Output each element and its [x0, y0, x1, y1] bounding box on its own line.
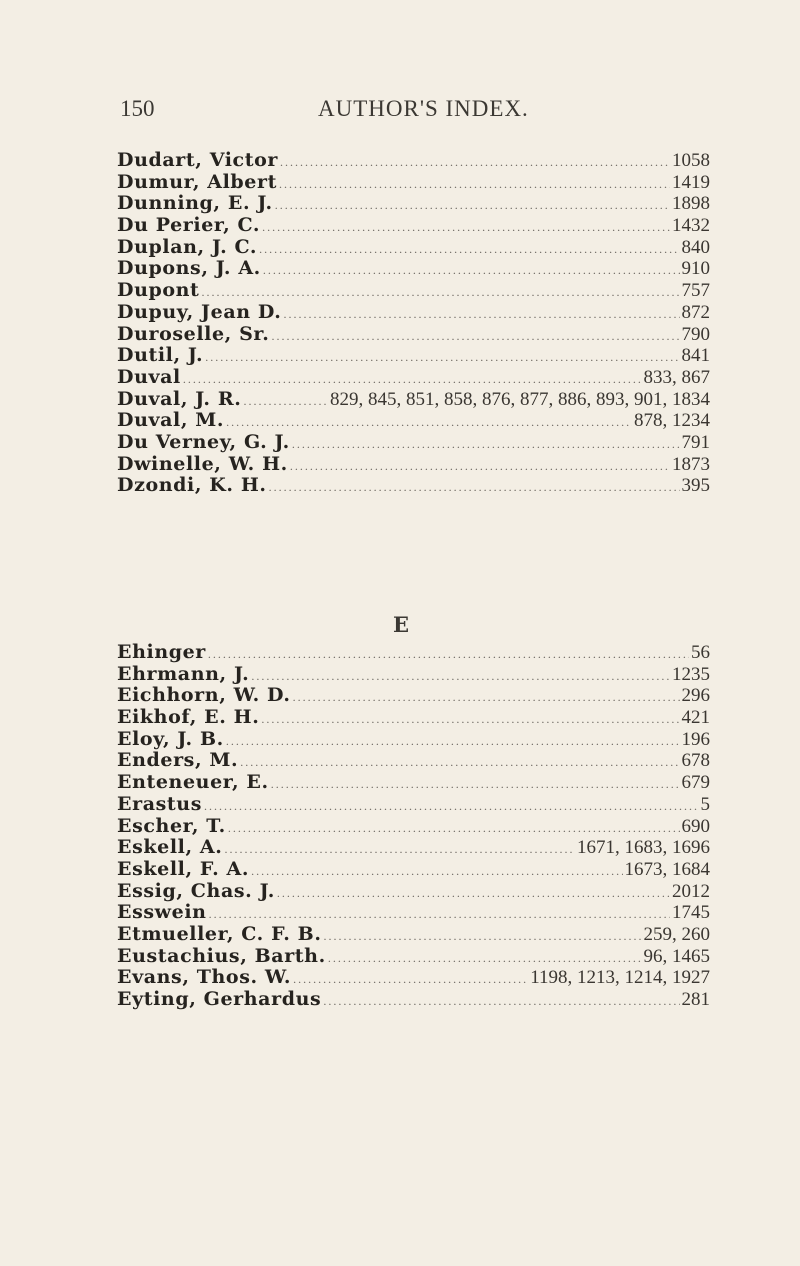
dot-leader [328, 948, 642, 970]
entry-name: Etmueller, C. F. B. [117, 922, 322, 945]
entry-name: Dupont [117, 279, 200, 302]
entry-pages: 690 [681, 815, 710, 837]
dot-leader [293, 969, 528, 991]
entry-pages: 96, 1465 [643, 945, 710, 967]
dot-leader [293, 687, 680, 709]
entry-name: Evans, Thos. W. [117, 966, 292, 989]
entry-pages: 878, 1234 [634, 410, 710, 432]
index-entry [117, 193, 710, 215]
entry-pages: 1058 [672, 150, 710, 171]
entry-name: Duval [117, 365, 181, 388]
entry-name: Duroselle, Sr. [117, 322, 270, 345]
entry-pages: 1898 [672, 193, 710, 215]
entry-pages: 910 [681, 258, 710, 280]
dot-leader [271, 774, 680, 796]
dot-leader [224, 839, 575, 861]
index-entry [117, 837, 710, 859]
entry-name: Dudart, Victor [117, 149, 278, 171]
index-entry [117, 664, 710, 686]
index-entry [117, 345, 710, 367]
entry-name: Duval, M. [117, 409, 225, 432]
dot-leader [324, 926, 642, 948]
dot-leader [277, 883, 670, 905]
index-entry [117, 280, 710, 302]
entry-pages: 1745 [672, 902, 710, 924]
entry-pages: 757 [681, 280, 710, 302]
entry-name: Duplan, J. C. [117, 235, 258, 258]
entry-pages: 196 [681, 728, 710, 750]
entry-name: Eloy, J. B. [117, 727, 224, 750]
index-entry [117, 816, 710, 838]
dot-leader [272, 326, 680, 348]
page-title: AUTHOR'S INDEX. [318, 96, 529, 121]
entry-name: Dumur, Albert [117, 170, 277, 193]
dot-leader [228, 818, 680, 840]
index-entry [117, 881, 710, 903]
entry-name: Ehrmann, J. [117, 662, 250, 685]
dot-leader [280, 152, 670, 174]
index-entry [117, 389, 710, 411]
dot-leader [251, 666, 670, 688]
index-entry [117, 859, 710, 881]
index-entry [117, 924, 710, 946]
index-entry [117, 215, 710, 237]
index-entry [117, 324, 710, 346]
running-head [120, 96, 680, 128]
index-entry [117, 454, 710, 476]
entry-name: Eikhof, E. H. [117, 706, 260, 729]
dot-leader [243, 391, 328, 413]
index-entry [117, 258, 710, 280]
page-number: 150 [120, 96, 155, 121]
dot-leader [290, 456, 670, 478]
entry-pages: 1235 [672, 663, 710, 685]
dot-leader [208, 644, 689, 666]
entry-name: Dzondi, K. H. [117, 474, 267, 497]
dot-leader [275, 195, 670, 217]
index-entry [117, 237, 710, 259]
entry-pages: 5 [700, 793, 710, 815]
entry-pages: 2012 [672, 880, 710, 902]
index-entry [117, 475, 710, 497]
dot-leader [205, 347, 679, 369]
entry-name: Du Verney, G. J. [117, 430, 290, 453]
entry-name: Esswein [117, 901, 207, 924]
index-entry [117, 172, 710, 194]
entry-pages: 1671, 1683, 1696 [577, 837, 710, 859]
dot-leader [269, 477, 680, 499]
index-entry [117, 707, 710, 729]
entry-name: Enteneuer, E. [117, 771, 269, 794]
index-entry [117, 729, 710, 751]
entry-name: Dupons, J. A. [117, 257, 261, 280]
entry-pages: 790 [681, 323, 710, 345]
dot-leader [240, 752, 679, 774]
entry-pages: 833, 867 [643, 366, 710, 388]
entry-pages: 829, 845, 851, 858, 876, 877, 886, 893, 901, 1834 [330, 388, 710, 410]
entry-name: Escher, T. [117, 814, 226, 837]
index-entry [117, 794, 710, 816]
dot-leader [262, 217, 670, 239]
dot-leader [263, 260, 680, 282]
entry-name: Dutil, J. [117, 344, 204, 367]
entry-name: Dupuy, Jean D. [117, 300, 282, 323]
entry-pages: 281 [681, 989, 710, 1010]
index-entry [117, 367, 710, 389]
dot-leader [183, 369, 642, 391]
index-entry [117, 902, 710, 924]
index-entry [117, 750, 710, 772]
entry-name: Du Perier, C. [117, 214, 261, 237]
entry-pages: 421 [681, 707, 710, 729]
index-entry [117, 150, 710, 172]
entry-pages: 259, 260 [643, 923, 710, 945]
entry-name: Enders, M. [117, 749, 239, 772]
dot-leader [292, 434, 680, 456]
entry-pages: 296 [681, 685, 710, 707]
index-entry [117, 642, 710, 664]
entry-pages: 840 [681, 236, 710, 258]
entry-pages: 1419 [672, 171, 710, 193]
dot-leader [323, 991, 679, 1013]
entry-name: Erastus [117, 792, 202, 815]
index-entry [117, 967, 710, 989]
entry-pages: 395 [681, 475, 710, 497]
entry-pages: 1432 [672, 215, 710, 237]
entry-pages: 1673, 1684 [624, 858, 710, 880]
entry-name: Eyting, Gerhardus [117, 988, 322, 1010]
index-entry [117, 410, 710, 432]
entry-name: Eustachius, Barth. [117, 944, 326, 967]
index-entry [117, 772, 710, 794]
entry-pages: 841 [681, 345, 710, 367]
entry-name: Ehinger [117, 641, 206, 663]
dot-leader [204, 796, 699, 818]
entry-pages: 872 [681, 301, 710, 323]
entry-name: Essig, Chas. J. [117, 879, 275, 902]
entry-pages: 678 [681, 750, 710, 772]
index-entry [117, 302, 710, 324]
entry-name: Dwinelle, W. H. [117, 452, 288, 475]
index-entry [117, 432, 710, 454]
section-letter-e: E [392, 612, 409, 637]
dot-leader [283, 304, 679, 326]
entry-pages: 1198, 1213, 1214, 1927 [530, 967, 710, 989]
dot-leader [251, 861, 622, 883]
entry-name: Dunning, E. J. [117, 192, 273, 215]
entry-pages: 56 [691, 642, 710, 663]
index-entry [117, 989, 710, 1011]
dot-leader [259, 239, 679, 261]
entry-name: Duval, J. R. [117, 387, 242, 410]
dot-leader [261, 709, 679, 731]
index-entry [117, 685, 710, 707]
index-entry [117, 946, 710, 968]
section-e-entries [117, 642, 710, 1011]
entry-pages: 679 [681, 772, 710, 794]
entry-pages: 791 [681, 431, 710, 453]
entry-name: Eichhorn, W. D. [117, 684, 291, 707]
dot-leader [226, 731, 680, 753]
entry-name: Eskell, A. [117, 836, 223, 859]
entry-pages: 1873 [672, 453, 710, 475]
entry-name: Eskell, F. A. [117, 857, 250, 880]
section-d-entries [117, 150, 710, 497]
dot-leader [279, 174, 670, 196]
